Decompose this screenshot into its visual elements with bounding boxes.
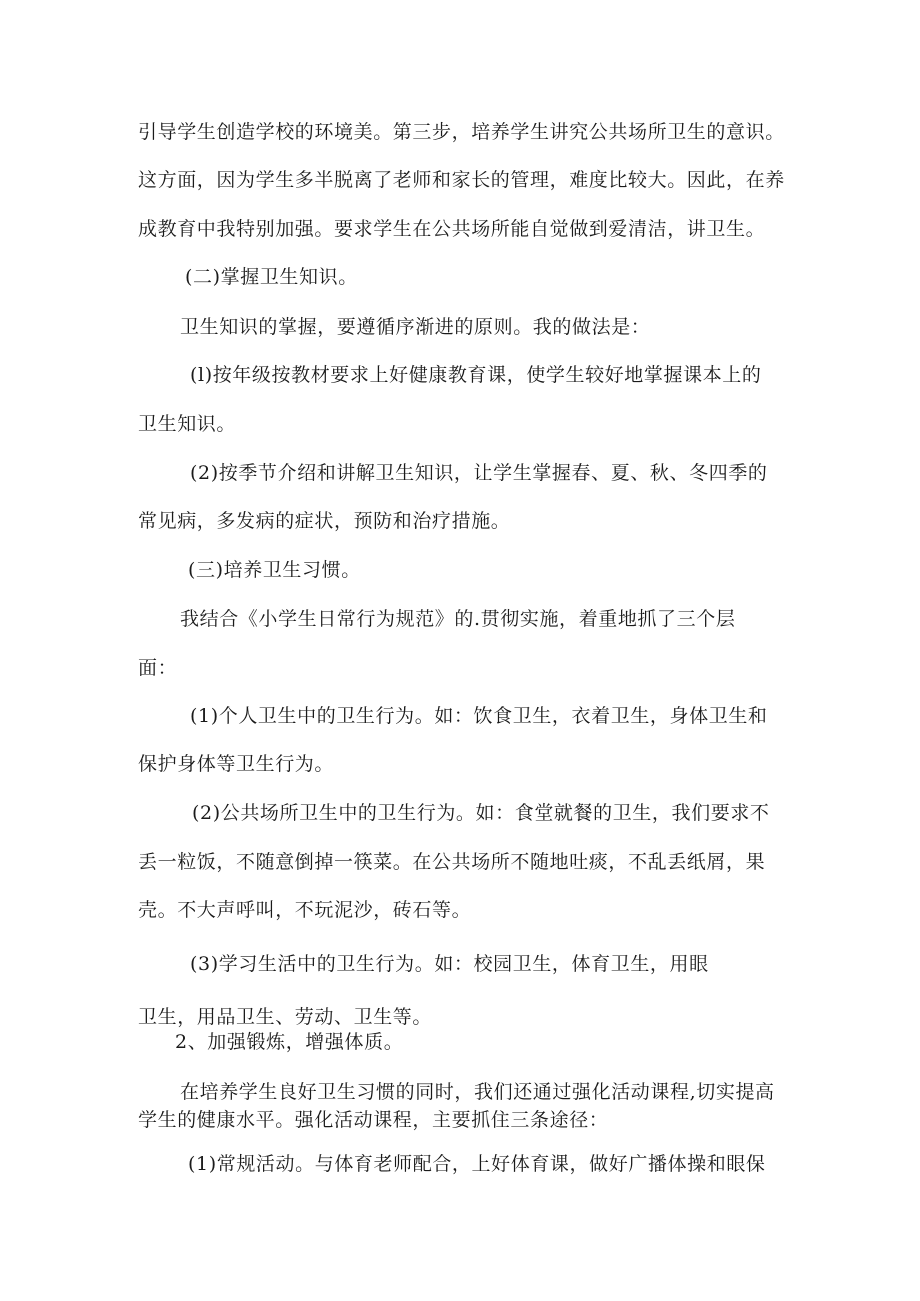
list-item-line: (l)按年级按教材要求上好健康教育课，使学生较好地掌握课本上的 <box>190 364 762 386</box>
paragraph-line: 卫生知识的掌握，要遵循序渐进的原则。我的做法是： <box>180 316 651 338</box>
paragraph-line: 成教育中我特别加强。要求学生在公共场所能自觉做到爱清洁，讲卫生。 <box>138 218 766 240</box>
list-item-line: (1)个人卫生中的卫生行为。如：饮食卫生，衣着卫生，身体卫生和 <box>190 705 768 727</box>
list-item-line: (3)学习生活中的卫生行为。如：校园卫生，体育卫生，用眼 <box>190 953 709 975</box>
list-item-line: 卫生知识。 <box>138 413 237 435</box>
paragraph-line: 这方面，因为学生多半脱离了老师和家长的管理，难度比较大。因此，在养 <box>138 169 785 191</box>
section-heading: (二)掌握卫生知识。 <box>185 266 358 288</box>
paragraph-line: 我结合《小学生日常行为规范》的.贯彻实施，着重地抓了三个层 <box>180 608 736 630</box>
paragraph-line: 引导学生创造学校的环境美。第三步，培养学生讲究公共场所卫生的意识。 <box>138 121 785 143</box>
list-item-line: (2)按季节介绍和讲解卫生知识，让学生掌握春、夏、秋、冬四季的 <box>190 462 768 484</box>
list-item-line: 常见病，多发病的症状，预防和治疗措施。 <box>138 510 511 532</box>
list-item-line: (2)公共场所卫生中的卫生行为。如：食堂就餐的卫生，我们要求不 <box>192 802 770 824</box>
paragraph-line: 学生的健康水平。强化活动课程，主要抓住三条途径： <box>138 1109 609 1131</box>
section-heading: 2、加强锻炼，增强体质。 <box>175 1031 404 1053</box>
list-item-line: (1)常规活动。与体育老师配合，上好体育课，做好广播体操和眼保 <box>188 1153 766 1175</box>
list-item-line: 保护身体等卫生行为。 <box>138 753 335 775</box>
list-item-line: 壳。不大声呼叫，不玩泥沙，砖石等。 <box>138 899 472 921</box>
list-item-line: 丢一粒饭，不随意倒掉一筷菜。在公共场所不随地吐痰，不乱丢纸屑，果 <box>138 851 766 873</box>
paragraph-line: 面： <box>138 657 178 679</box>
paragraph-line: 在培养学生良好卫生习惯的同时，我们还通过强化活动课程,切实提高 <box>180 1081 775 1103</box>
list-item-line: 卫生，用品卫生、劳动、卫生等。 <box>138 1006 433 1028</box>
section-heading: (三)培养卫生习惯。 <box>188 559 361 581</box>
